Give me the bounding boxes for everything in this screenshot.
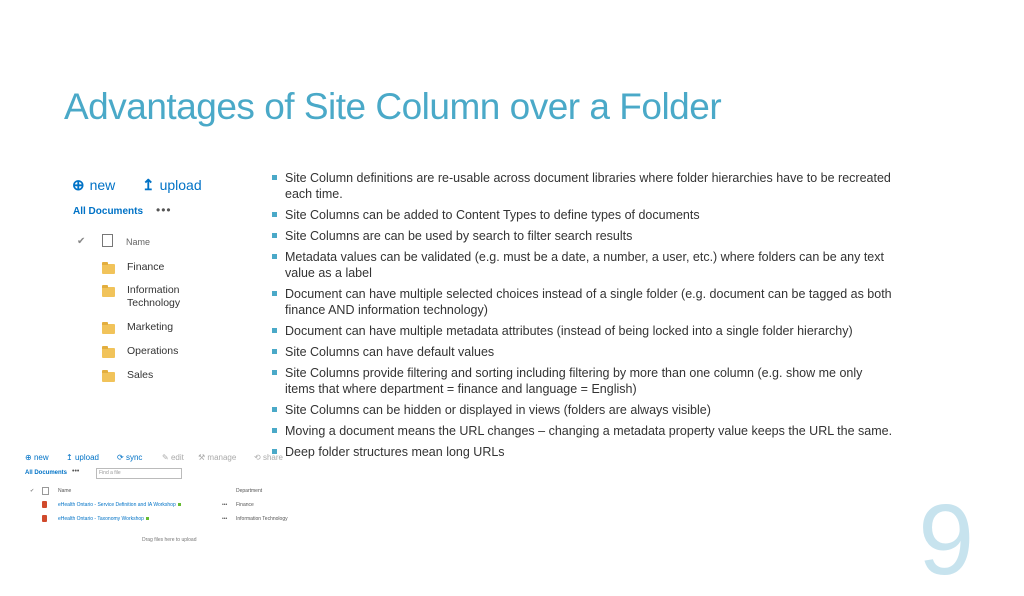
upload-arrow-icon: ↥ [142,177,155,194]
file-link[interactable]: eHealth Ontario - Taxonomy Workshop [58,516,149,522]
document-icon [42,487,49,495]
bullet-item: Site Columns can be added to Content Types to define types of documents [270,207,895,223]
department-column-header[interactable]: Department [236,488,263,494]
upload-label: upload [159,177,202,193]
department-value: Information Technology [236,516,288,522]
view-selector[interactable]: All Documents [25,470,68,476]
bullet-square-icon [272,407,277,412]
share-icon: ⟲ [254,453,261,462]
folder-icon [102,348,115,358]
folder-row[interactable] [102,369,207,382]
new-label: new [89,177,116,193]
bullet-square-icon [272,328,277,333]
advantages-list [270,170,895,465]
toolbar-new[interactable]: ⊕ new [25,453,49,462]
bullet-square-icon [272,254,277,259]
toolbar-share[interactable]: ⟲ share [254,453,283,462]
bullet-item: Metadata values can be validated (e.g. must be a date, a number, a user, etc.) where folders can be any text value as a label [270,249,895,281]
more-options-icon[interactable]: ••• [72,468,80,475]
more-options-icon[interactable]: ••• [156,203,172,217]
folder-label: Finance [127,261,165,273]
toolbar-sync[interactable]: ⟳ sync [117,453,143,462]
checkmark-icon[interactable]: ✔ [30,488,35,494]
document-icon [102,234,113,247]
pencil-icon: ✎ [162,453,169,462]
folder-label: Operations [127,345,179,357]
bullet-item: Site Columns can be hidden or displayed in views (folders are always visible) [270,402,895,418]
folder-label: Marketing [127,321,174,333]
toolbar-manage[interactable]: ⚒ manage [198,453,237,462]
bullet-item: Site Column definitions are re-usable across document libraries where folder hierarchies have to be recreated each time. [270,170,895,202]
new-item-icon [146,517,149,520]
bullet-square-icon [272,370,277,375]
drag-drop-hint: Drag files here to upload [142,537,197,543]
folder-row[interactable] [102,321,207,334]
folder-icon [102,264,115,274]
wrench-icon: ⚒ [198,453,206,462]
folder-library-screenshot [66,170,246,390]
bullet-square-icon [272,175,277,180]
folder-icon [102,287,115,297]
bullet-item: Site Columns provide filtering and sorting including filtering by more than one column (e.g. show me only items that where department = finance and language = English) [270,365,895,397]
folder-row[interactable] [102,261,207,274]
folder-icon [102,324,115,334]
name-column-header[interactable]: Name [58,488,72,494]
name-column-header[interactable]: Name [126,237,151,247]
bullet-square-icon [272,428,277,433]
folder-label: Information Technology [127,284,181,309]
row-more-icon[interactable]: ••• [222,516,228,522]
upload-command[interactable] [142,176,202,194]
folder-icon [102,372,115,382]
folder-row[interactable] [102,345,207,358]
find-file-input[interactable]: Find a file [96,468,182,479]
sync-icon: ⟳ [117,453,124,462]
bullet-item: Deep folder structures mean long URLs [270,444,895,460]
metadata-library-screenshot [22,450,312,550]
file-link[interactable]: eHealth Ontario - Service Definition and IA Workshop [58,502,181,508]
plus-circle-icon: ⊕ [72,177,85,194]
bullet-square-icon [272,233,277,238]
slide-title: Advantages of Site Column over a Folder [64,86,722,127]
powerpoint-file-icon [42,501,47,508]
bullet-item: Document can have multiple metadata attributes (instead of being locked into a single folder hierarchy) [270,323,895,339]
bullet-square-icon [272,349,277,354]
bullet-item: Moving a document means the URL changes – changing a metadata property value keeps the URL the same. [270,423,895,439]
view-selector[interactable]: All Documents [73,206,144,217]
checkmark-icon[interactable]: ✔ [77,236,86,247]
plus-circle-icon: ⊕ [25,453,32,462]
toolbar-edit[interactable]: ✎ edit [162,453,184,462]
row-more-icon[interactable]: ••• [222,502,228,508]
department-value: Finance [236,502,254,508]
bullet-item: Site Columns can have default values [270,344,895,360]
upload-arrow-icon: ↥ [66,453,73,462]
bullet-square-icon [272,212,277,217]
new-command[interactable] [72,176,115,194]
bullet-item: Site Columns are can be used by search to filter search results [270,228,895,244]
toolbar-upload[interactable]: ↥ upload [66,453,99,462]
folder-row[interactable] [102,284,207,310]
page-number: 9 [918,484,974,596]
bullet-square-icon [272,291,277,296]
new-item-icon [178,503,181,506]
powerpoint-file-icon [42,515,47,522]
bullet-item: Document can have multiple selected choices instead of a single folder (e.g. document can be tagged as both finance AND information technology) [270,286,895,318]
folder-label: Sales [127,369,154,381]
